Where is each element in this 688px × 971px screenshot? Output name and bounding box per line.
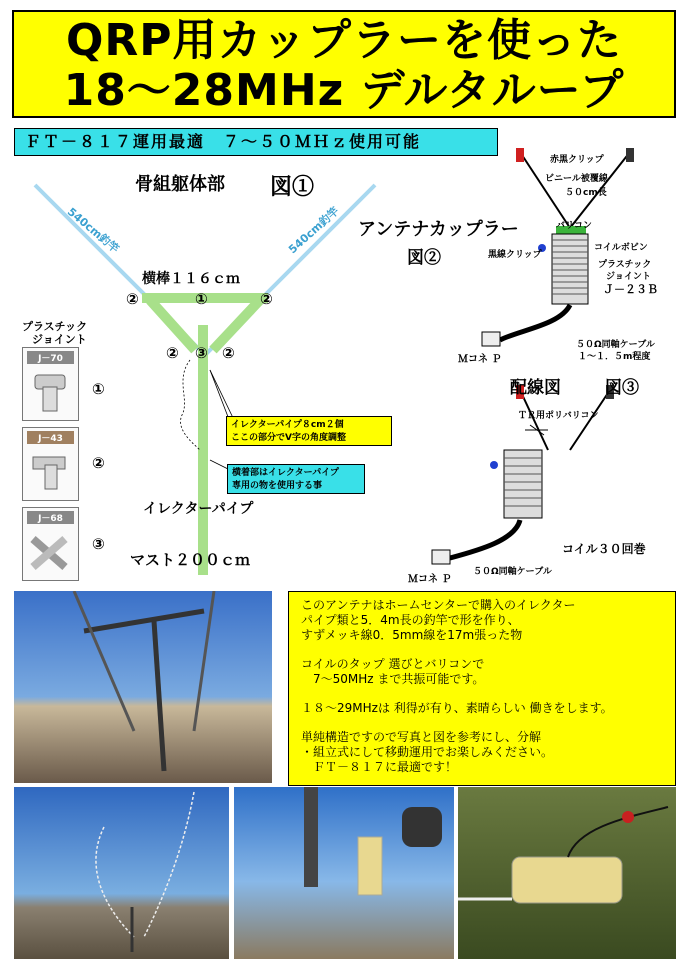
coupler-cable: ５０Ω同軸ケーブル [576,340,655,350]
lower-left-arm [150,300,195,350]
joint-number: ① [92,380,105,398]
wiring-heading: 配線図 [510,378,561,398]
joint-marker: ② [166,344,179,362]
joint-code: J－68 [27,511,74,524]
joint-cross-icon [23,527,76,577]
joint-t-icon [23,367,76,417]
subtitle-banner: ＦＴ－８１７運用最適 ７～５０ＭＨｚ使用可能 [14,128,498,156]
coupler-fig-label: 図② [407,248,441,268]
joint-marker: ③ [195,344,208,362]
frame-heading: 骨組躯体部 [135,174,225,195]
coupler-heading: アンテナカップラー [358,219,519,240]
joint-card-j70 [22,347,79,421]
crossbar-label: 横棒１１６ｃｍ [142,271,240,287]
note-crossbar: 横着部はイレクターパイプ 専用の物を使用する事 [227,464,365,494]
coupler-bobbin: コイルボビン [594,243,648,253]
joint-marker: ① [195,290,208,308]
description-p1: このアンテナはホームセンターで購入のイレクター パイプ類と5．4m長の釣竿で形を作り、 すずメッキ線0．5mm線を17m張った物 [301,598,576,642]
coupler-vinyl-len: ５０cm長 [565,188,607,198]
wiring-fig-label: 図③ [605,378,639,398]
pole-left-label: 540cm釣竿 [64,205,122,256]
joint-tee-icon [23,447,76,497]
joints-heading-1: プラスチック [22,320,88,333]
joint-marker: ② [260,290,273,308]
mast-label: マスト２００ｃｍ [130,551,251,569]
photo-antenna-wide [14,787,229,959]
joints-heading-2: ジョイント [32,333,87,346]
coupler-mconn: Ｍコネ Ｐ [458,354,502,365]
title-line-2: 18～28MHz デルタループ [63,65,625,116]
coupler-diagram [420,140,688,590]
coupler-varicon: バリコン [556,221,592,231]
coupler-clip-top: 赤黒クリップ [550,155,604,165]
description-p4: 単純構造ですので写真と図を参考にし、分解 ・組立式にして移動運用でお楽しみください。 ＦＴ－８１７に最適です！ [301,730,554,774]
description-p2: コイルのタップ 選びとバリコンで 7～50MHz まで共振可能です。 [301,657,485,686]
coupler-vinyl: ビニール被覆線 [545,174,608,184]
title-line-1: QRP用カップラーを使った [65,15,623,66]
coupler-plastic-3: Ｊ－２３Ｂ [603,283,658,296]
joint-marker: ② [222,344,235,362]
coupler-plastic-1: プラスチック [598,260,652,270]
photo-antenna-frame [14,591,272,783]
pole-right-label: 540cm釣竿 [286,204,342,257]
wiring-mconn: Ｍコネ Ｐ [408,574,452,585]
wire-path [181,360,200,450]
photo-coupler-closeup [458,787,676,959]
description-box [288,591,676,786]
joint-card-j68 [22,507,79,581]
coupler-plastic-2: ジョイント [606,272,651,282]
joint-code: J－70 [27,351,74,364]
joint-code: J－43 [27,431,74,444]
coupler-cable-len: １～１．５m程度 [578,352,651,362]
photo-coupler-mounted [234,787,454,959]
joint-number: ② [92,454,105,472]
note-elector-pipe: イレクターパイプ８cm２個 ここの部分でV字の角度調整 [226,416,392,446]
joint-marker: ② [126,290,139,308]
elector-label: イレクターパイプ [143,501,254,517]
joint-card-j43 [22,427,79,501]
frame-fig-label: 図① [270,174,315,200]
coupler-clip-side: 黒線クリップ [488,250,542,260]
description-p3: １８～29MHzは 利得が有り、素晴らしい 働きをします。 [301,701,613,715]
wiring-cable: ５０Ω同軸ケーブル [473,567,552,577]
wiring-tr-varicon: ＴＲ用ポリバリコン [518,411,599,421]
joint-number: ③ [92,535,105,553]
mast-bar [198,325,208,575]
title-banner [12,10,676,118]
lower-right-arm [213,300,260,350]
wiring-coil: コイル３０回巻 [562,542,646,556]
